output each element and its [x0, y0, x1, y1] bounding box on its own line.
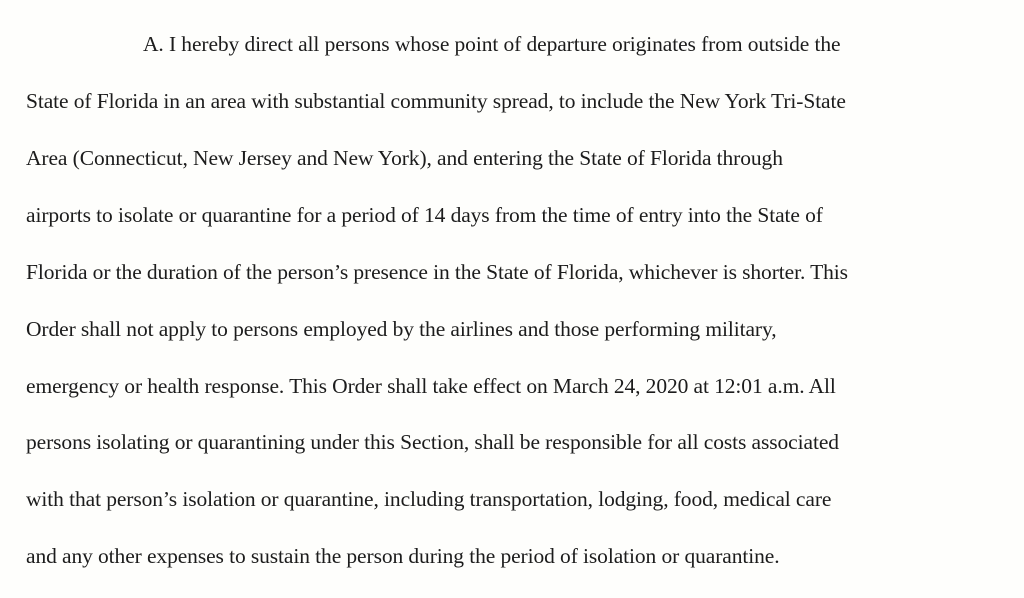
line-text: State of Florida in an area with substantial community spread, to include the New York Tri-State	[26, 89, 846, 113]
line-text: with that person’s isolation or quarantine, including transportation, lodging, food, medical care	[26, 487, 832, 511]
paragraph-line	[26, 143, 783, 173]
paragraph-line	[26, 541, 779, 571]
paragraph-line	[26, 86, 846, 116]
paragraph-line	[26, 427, 839, 457]
paragraph-line	[26, 484, 831, 514]
paragraph-line	[26, 200, 823, 230]
paragraph-line	[26, 371, 836, 401]
line-text: Area (Connecticut, New Jersey and New York), and entering the State of Florida through	[26, 146, 783, 170]
paragraph-line	[26, 257, 848, 287]
paragraph-line	[143, 29, 840, 59]
line-text: Florida or the duration of the person’s presence in the State of Florida, whichever is shorter. This	[26, 260, 848, 284]
line-text: A. I hereby direct all persons whose point of departure originates from outside the	[143, 32, 841, 56]
paragraph-line	[26, 314, 777, 344]
line-text: and any other expenses to sustain the person during the period of isolation or quarantine.	[26, 544, 780, 568]
line-text: airports to isolate or quarantine for a period of 14 days from the time of entry into the State of	[26, 203, 823, 227]
line-text: persons isolating or quarantining under this Section, shall be responsible for all costs associated	[26, 430, 839, 454]
line-text: Order shall not apply to persons employed by the airlines and those performing military,	[26, 317, 777, 341]
line-text: emergency or health response. This Order shall take effect on March 24, 2020 at 12:01 a.m. All	[26, 374, 836, 398]
